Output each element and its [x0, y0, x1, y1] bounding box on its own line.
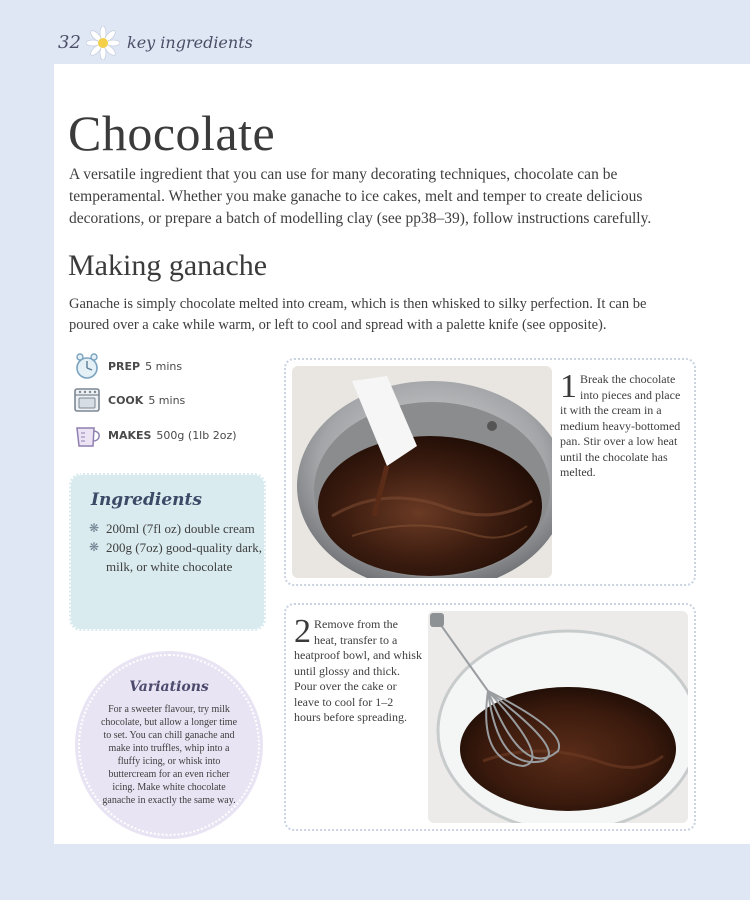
alarm-clock-icon	[72, 351, 102, 381]
step-number: 1	[560, 368, 577, 405]
variations-text: For a sweeter flavour, try milk chocolate, but allow a longer time to set. You can chill ganache and make into truffles, whip into a fluffy icing, or whisk into buttercream for an even richer icing. Make white chocolate ganache in exactly the same way.	[100, 704, 238, 806]
list-item	[89, 538, 271, 576]
oven-icon	[72, 385, 102, 415]
ingredient-text: 200g (7oz) good-quality dark, milk, or white chocolate	[106, 540, 262, 574]
makes-value: 500g (1lb 2oz)	[156, 428, 237, 442]
ingredient-text: 200ml (7fl oz) double cream	[106, 521, 255, 536]
asterisk-icon: ❋	[89, 521, 100, 535]
step-2-photo	[428, 611, 688, 823]
ingredients-list	[89, 519, 271, 576]
step-1-photo	[292, 366, 552, 578]
step-instruction: Break the chocolate into pieces and place it with the cream in a medium heavy-bottomed pan. Stir over a low heat until the chocolate has melted.	[560, 372, 681, 479]
prep-time	[72, 352, 182, 380]
prep-label: PREP	[108, 359, 141, 373]
step-number: 2	[294, 613, 311, 650]
subsection-paragraph: Ganache is simply chocolate melted into cream, which is then whisked to silky perfection. It can be poured over a cake while warm, or left to cool and spread with a palette knife (see opposite).	[69, 296, 647, 333]
intro-paragraph: A versatile ingredient that you can use for many decorating techniques, chocolate can be temperamental. Whether you make ganache to ice cakes, melt and temper to create delicious decorations, or prepare a batch of modelling clay (see pp38–39), follow instructions carefully.	[69, 166, 652, 227]
step-2	[284, 603, 696, 831]
variations-title: Variations	[129, 679, 209, 695]
step-instruction: Remove from the heat, transfer to a heatproof bowl, and whisk until glossy and thick. Pour over the cake or leave to cool for 1–2 hours before spreading.	[294, 617, 422, 724]
step-2-text	[294, 613, 422, 726]
makes-label: MAKES	[108, 428, 152, 442]
page-title: Chocolate	[68, 105, 276, 161]
cook-label: COOK	[108, 393, 144, 407]
prep-value: 5 mins	[145, 359, 183, 373]
cook-value: 5 mins	[148, 393, 186, 407]
page-header	[0, 0, 750, 64]
page-number: 32	[58, 32, 81, 53]
list-item	[89, 519, 271, 538]
measuring-jug-icon	[72, 420, 102, 450]
step-1	[284, 358, 696, 586]
section-name: key ingredients	[127, 33, 253, 52]
makes-quantity	[72, 421, 237, 449]
asterisk-icon: ❋	[89, 540, 100, 554]
variations-circle	[78, 654, 260, 836]
cook-time	[72, 386, 185, 414]
ingredients-title: Ingredients	[91, 490, 202, 510]
daisy-icon	[86, 26, 120, 60]
step-1-text	[560, 368, 688, 481]
ingredients-box	[69, 473, 266, 631]
page-content	[54, 64, 750, 844]
section-subtitle: Making ganache	[68, 249, 268, 282]
